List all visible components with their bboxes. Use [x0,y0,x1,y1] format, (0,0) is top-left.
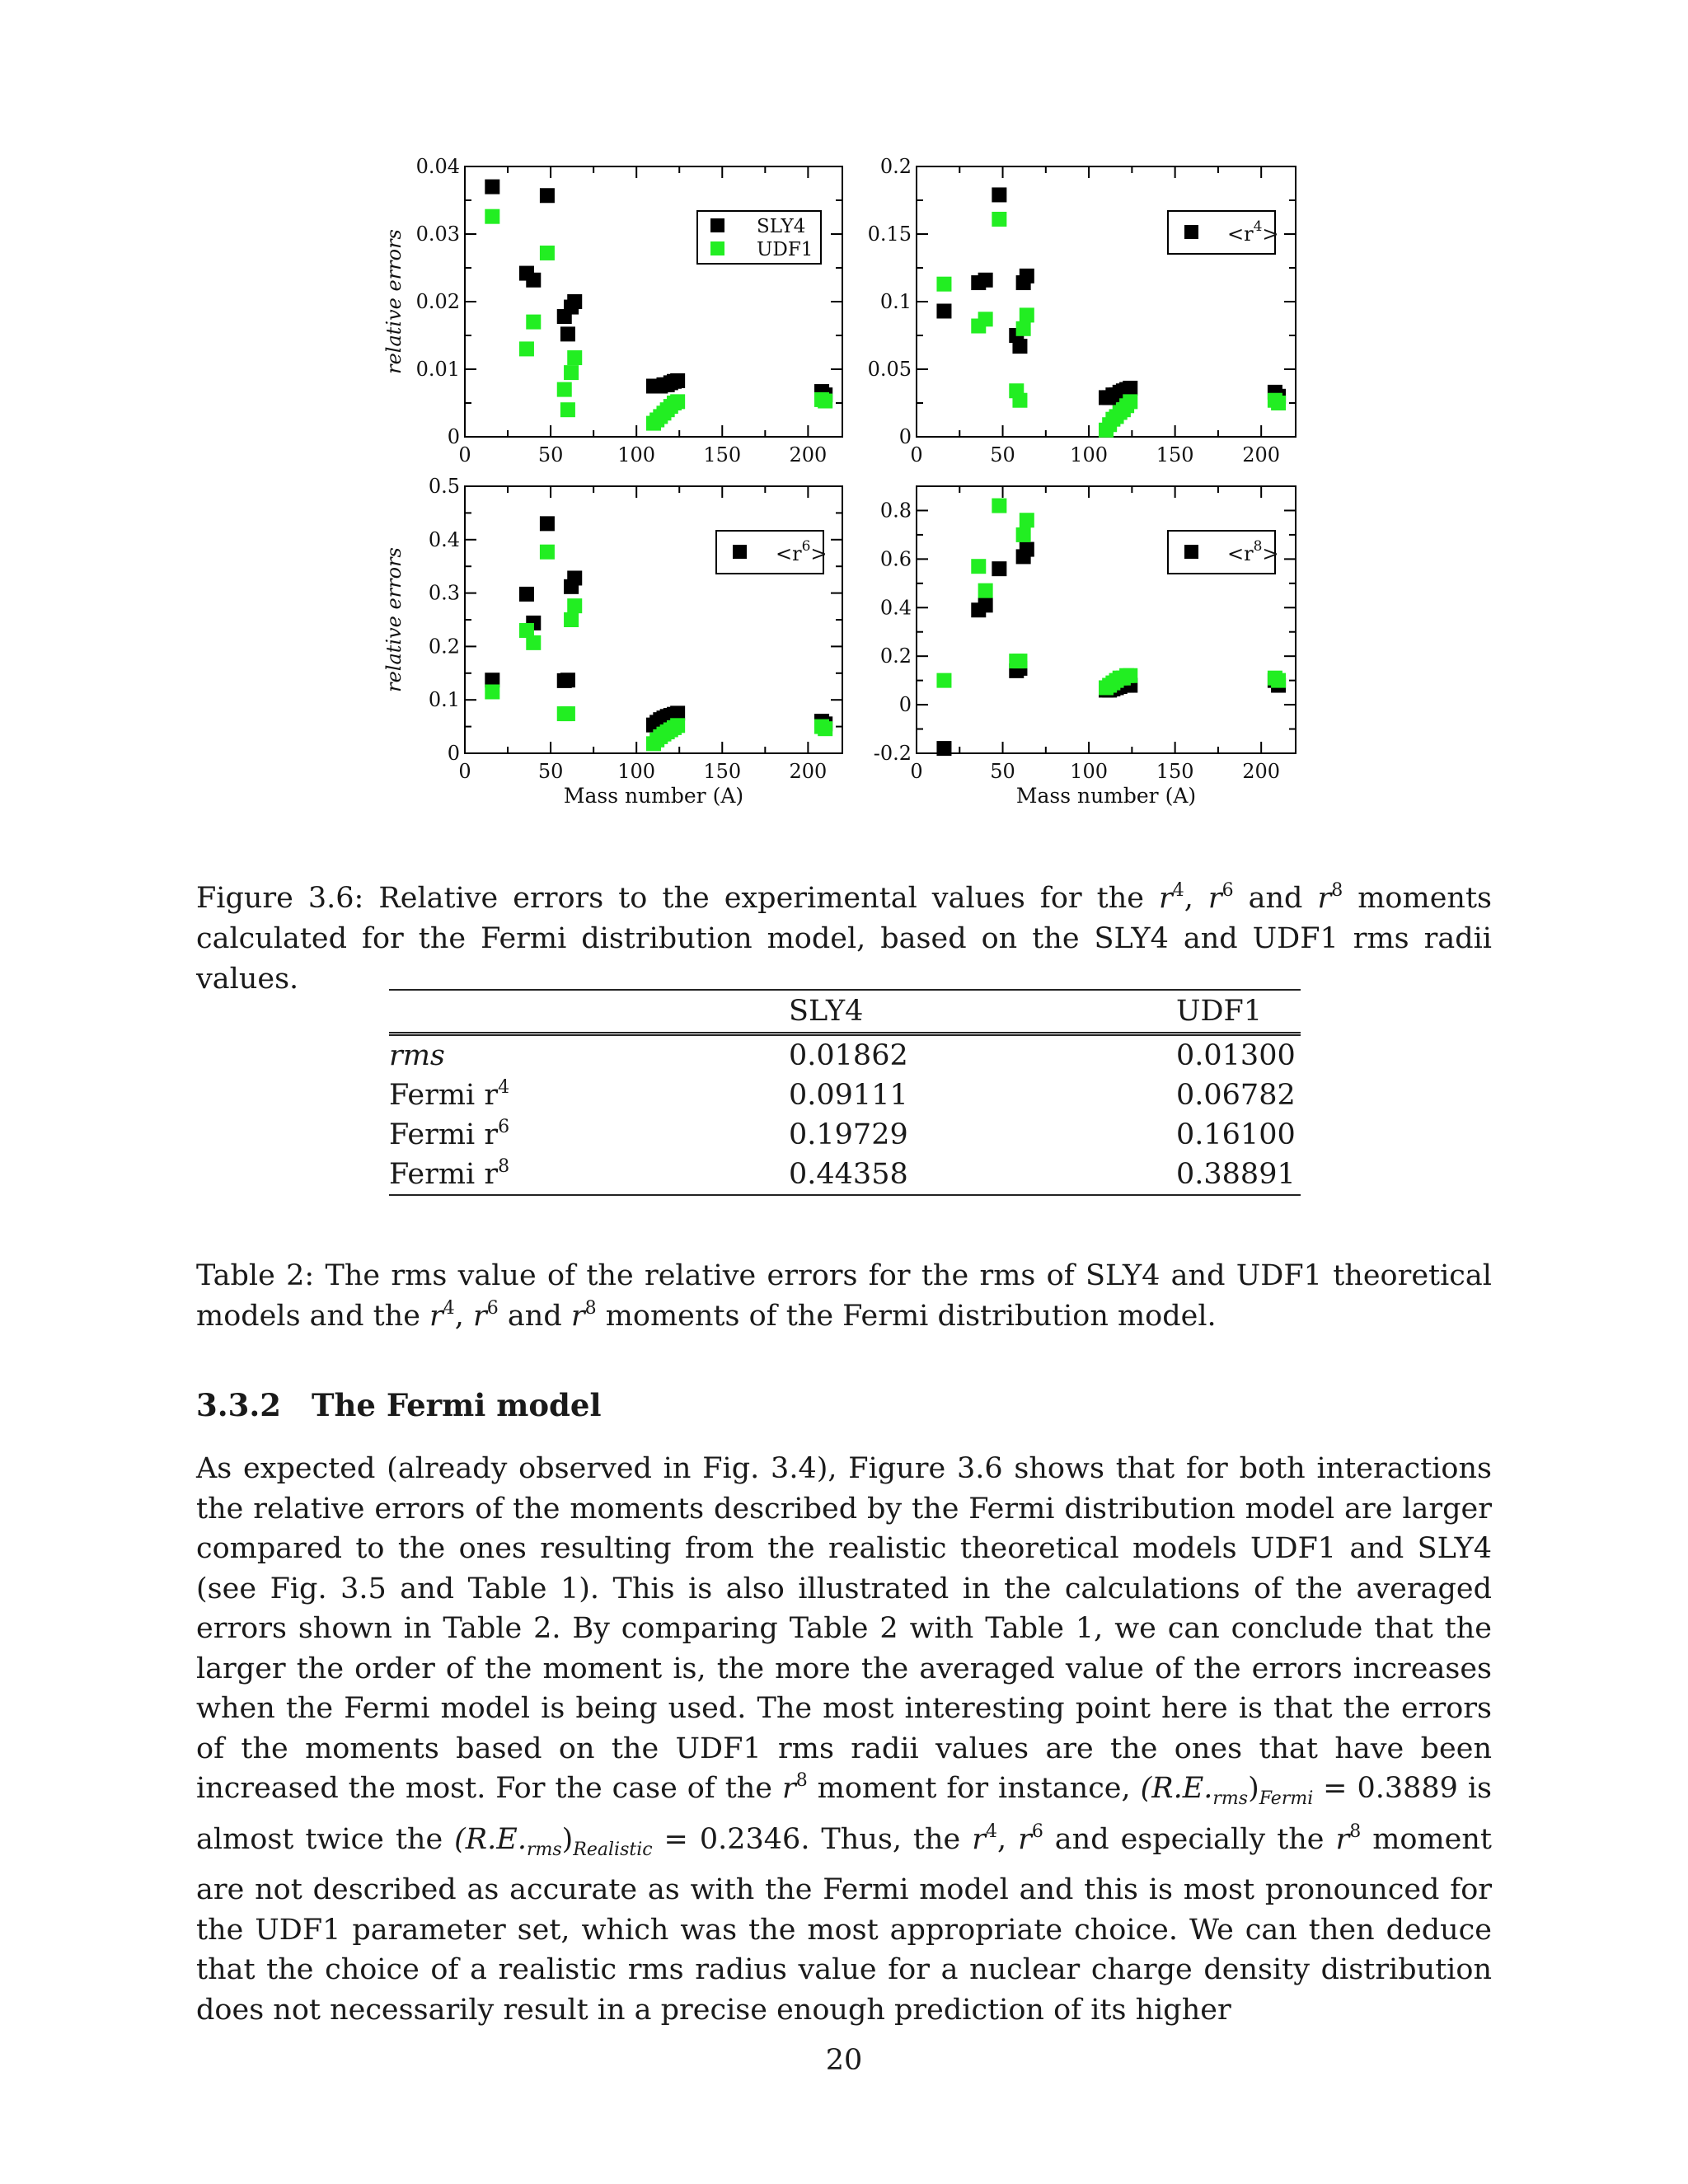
data-point [560,326,575,341]
legend-label: SLY4 [757,216,806,237]
data-point [936,277,951,292]
table-header [389,990,789,1034]
chart-panel-top-left [382,155,842,466]
data-point [560,673,575,687]
y-tick-label: 0.1 [879,290,912,313]
row-label: Fermi $r^8$ [389,1155,789,1195]
y-tick-label: 0.4 [428,527,460,551]
plot-frame [465,166,842,437]
chart-panel-top-right [868,155,1296,466]
x-tick-label: 50 [990,443,1015,466]
legend-label: $<r^4>$ [1227,218,1279,246]
chart-panel-bottom-right [874,486,1296,808]
x-tick-label: 100 [1070,760,1108,783]
data-point [540,545,555,560]
data-point [567,570,582,585]
data-point [519,341,534,356]
y-tick-label: 0 [447,742,460,765]
data-point [670,394,685,409]
data-point [971,559,986,574]
data-point [1271,673,1286,688]
table-row [389,1034,1301,1076]
data-point [992,561,1006,576]
data-point [526,315,541,330]
y-tick-label: 0.05 [867,358,912,381]
legend-label: $<r^8>$ [1227,538,1279,565]
table-cell: 0.44358 [789,1155,1176,1195]
data-point [560,706,575,721]
data-point [670,718,685,733]
table-caption: Table 2: The rms value of the relative errors for the rms of SLY4 and UDF1 theoretical models and the $r^4$, $r^6$ and $r^8$ moments of the Fermi distribution model. [196,1259,1492,1333]
x-tick-label: 0 [910,443,923,466]
x-tick-label: 200 [1242,443,1281,466]
x-tick-label: 50 [537,443,564,466]
y-tick-label: 0.3 [428,581,460,605]
data-point [1271,396,1286,410]
y-tick-label: 0.2 [879,155,912,178]
legend-marker [1184,545,1198,559]
data-point [992,499,1006,513]
data-point [560,402,575,417]
data-point [1012,339,1027,354]
data-point [557,382,572,397]
data-point [564,612,579,627]
x-tick-label: 0 [458,760,471,783]
results-table [389,989,1301,1196]
data-point [564,365,579,380]
x-tick-label: 150 [1156,443,1194,466]
legend-marker [1184,225,1198,239]
table-cell: 0.06782 [1176,1079,1296,1112]
data-point [1123,668,1137,683]
figure-3-6 [0,0,1688,857]
x-tick-label: 0 [910,760,923,783]
table-header-row [389,990,1301,1034]
section-heading [196,1387,602,1423]
legend-marker [710,241,724,255]
data-point [818,721,832,736]
y-tick-label: -0.2 [873,742,912,765]
data-point [978,583,993,598]
table-cell: 0.38891 [1176,1155,1301,1195]
plot-frame [917,486,1296,753]
body-paragraph: As expected (already observed in Fig. 3.4), Figure 3.6 shows that for both interactions the relative errors of the moments described by the Fermi distribution model are larger compared to the ones resulting from the realistic theoretical models UDF1 and SLY4 (see Fig. 3.5 and Table 1). This is also illustrated in the calculations of the averaged errors shown in Table 2. By comparing Table 2 with Table 1, we can conclude that the larger the order of the moment is, the more the averaged value of the errors increases when the Fermi model is being used. The most interesting point here is that the errors of the moments based on the UDF1 rms radii values are the ones that have been increased the most. For the case of the $r^8$ moment for instance, $(R.E._{rms})_{Fermi} = 0.3889$ is almost twice the $(R.E._{rms})_{Realistic} = 0.2346$. Thus, the $r^4$, $r^6$ and especially the $r^8$ moment are not described as accurate as with the Fermi model and this is most pronounced for the UDF1 parameter set, which was the most appropriate choice. We can then deduce that the choice of a realistic rms radius value for a nuclear charge density distribution does not necessarily result in a precise enough prediction of its higher [196,1452,1492,2027]
data-point [1123,381,1137,396]
data-point [992,212,1006,227]
row-label: Fermi $r^6$ [389,1117,510,1151]
y-axis-label: relative errors [382,229,406,374]
data-point [936,741,951,756]
data-point [540,246,555,260]
data-point [540,188,555,203]
data-point [567,294,582,309]
section-number: 3.3.2 [196,1387,281,1423]
table-row [389,1155,1301,1195]
y-tick-label: 0 [898,425,912,448]
chart-panel-bottom-left [382,475,842,808]
y-tick-label: 0.03 [415,223,460,246]
legend-marker [710,218,724,232]
y-tick-label: 0.2 [879,644,912,668]
data-point [1012,393,1027,408]
data-point [519,587,534,602]
table-row [389,1076,1301,1115]
row-label: rms [389,1039,445,1072]
row-label: Fermi $r^4$ [389,1077,510,1112]
data-point [936,303,951,318]
data-point [540,516,555,531]
y-tick-label: 0.8 [879,499,912,523]
data-point [1012,654,1027,668]
y-tick-label: 0.5 [428,475,460,498]
data-point [526,273,541,288]
y-tick-label: 0.4 [879,596,912,620]
data-point [978,598,993,612]
data-point [1020,513,1034,527]
x-axis-label: Mass number (A) [563,784,744,808]
x-tick-label: 150 [703,760,742,783]
x-tick-label: 0 [458,443,471,466]
data-point [485,180,499,194]
data-point [1016,527,1031,542]
legend-label: $<r^6>$ [776,538,828,565]
x-tick-label: 100 [1070,443,1108,466]
data-point [1020,307,1034,322]
data-point [978,312,993,326]
data-point [1020,269,1034,284]
data-point [567,598,582,613]
data-point [1020,542,1034,557]
x-tick-label: 50 [537,760,564,783]
data-point [936,673,951,688]
data-point [1016,321,1031,336]
y-tick-label: 0.04 [415,155,460,178]
y-axis-label: relative errors [382,547,406,692]
x-tick-label: 100 [617,443,656,466]
data-point [992,187,1006,202]
x-tick-label: 150 [1156,760,1194,783]
table-cell: 0.01862 [789,1039,908,1072]
table-caption-label: Table 2: [196,1259,315,1292]
x-tick-label: 150 [703,443,742,466]
x-tick-label: 200 [1242,760,1281,783]
x-tick-label: 100 [617,760,656,783]
data-point [567,350,582,365]
table-cell: 0.16100 [1176,1118,1296,1151]
y-tick-label: 0.01 [415,358,460,381]
table-header: UDF1 [1176,990,1301,1034]
y-tick-label: 0 [447,425,460,448]
y-tick-label: 0 [898,693,912,717]
figure-caption-label: Figure 3.6: [196,882,364,915]
table-cell: 0.09111 [789,1079,908,1112]
x-tick-label: 50 [990,760,1015,783]
y-tick-label: 0.15 [867,223,912,246]
y-tick-label: 0.02 [415,290,460,313]
y-tick-label: 0.6 [879,547,912,571]
x-axis-label: Mass number (A) [1015,784,1197,808]
data-point [978,273,993,288]
x-tick-label: 200 [789,760,828,783]
figure-caption: Figure 3.6: Relative errors to the experimental values for the $r^4$, $r^6$ and $r^8$ moments calculated for the Fermi distribution model, based on the SLY4 and UDF1 rms radii values. [196,880,1492,996]
x-tick-label: 200 [789,443,828,466]
y-tick-label: 0.1 [428,688,460,712]
table-cell: 0.19729 [789,1118,908,1151]
legend-label: UDF1 [757,239,814,260]
data-point [1123,394,1137,409]
table-row [389,1115,1301,1155]
y-tick-label: 0.2 [428,635,460,658]
data-point [818,394,832,409]
data-point [526,635,541,650]
page-number: 20 [825,2044,863,2077]
table-header: SLY4 [789,990,1176,1034]
legend-marker [733,545,747,559]
section-title: The Fermi model [312,1387,602,1423]
data-point [670,373,685,388]
table-cell: 0.01300 [1176,1039,1296,1072]
data-point [485,684,499,699]
data-point [485,209,499,224]
